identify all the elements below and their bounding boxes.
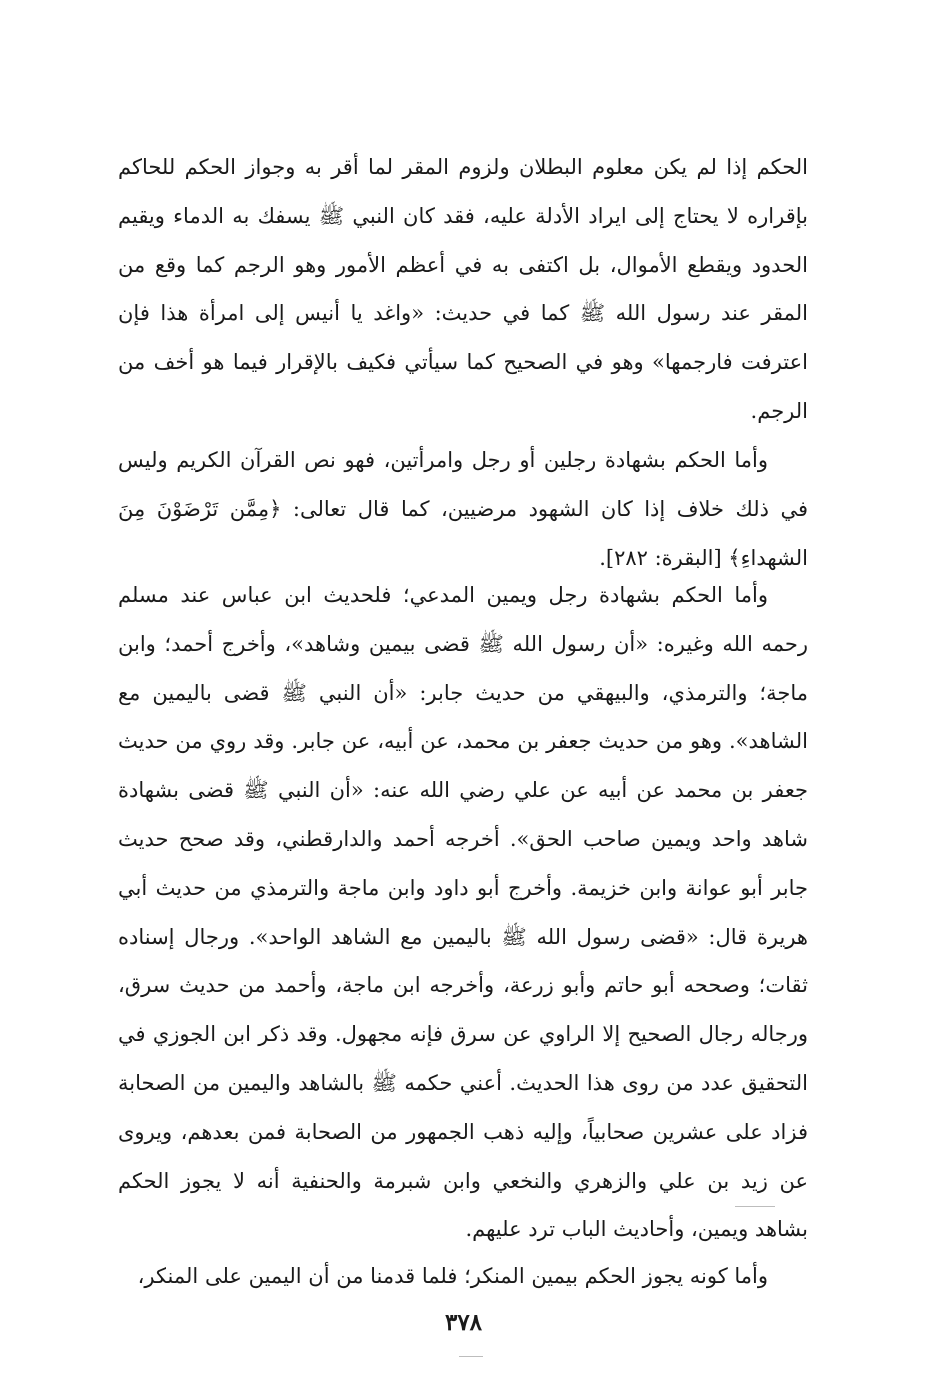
paragraph-witness-and-oath: وأما الحكم بشهادة رجل ويمين المدعي؛ فلحديث ابن عباس عند مسلم رحمه الله وغيره: «أن رسول الله ﷺ قضى بيمين وشاهد»، وأخرج أحمد؛ وابن ماجة؛ والترمذي، والبيهقي من حديث جابر: «أن النبي ﷺ قضى باليمين مع الشاهد». وهو من حديث جعفر بن محمد، عن أبيه، عن جابر. وقد روي من حديث جعفر بن محمد عن أبيه عن علي رضي الله عنه: «أن النبي ﷺ قضى بشهادة شاهد واحد ويمين صاحب الحق». أخرجه أحمد والدارقطني، وقد صحح حديث جابر أبو عوانة وابن خزيمة. وأخرج أبو داود وابن ماجة والترمذي من حديث أبي هريرة قال: «قضى رسول الله ﷺ باليمين مع الشاهد الواحد». ورجال إسناده ثقات؛ وصححه أبو حاتم وأبو زرعة، وأخرجه ابن ماجة، وأحمد من حديث سرق، ورجاله رجال الصحيح إلا الراوي عن سرق فإنه مجهول. وقد ذكر ابن الجوزي في التحقيق عدد من روى هذا الحديث. أعني حكمه ﷺ بالشاهد واليمين من الصحابة فزاد على عشرين صحابياً، وإليه ذهب الجمهور من الصحابة فمن بعدهم، ويروى عن زيد بن علي والزهري والنخعي وابن شبرمة والحنفية أنه لا يجوز الحكم بشاهد ويمين، وأحاديث الباب ترد عليهم. [118,583,809,1242]
scan-smudge [459,1356,483,1357]
page-number: ٣٧٨ [444,1309,483,1336]
paragraph-two-witnesses: وأما الحكم بشهادة رجلين أو رجل وامرأتين، فهو نص القرآن الكريم وليس في ذلك خلاف إذا كان الشهود مرضيين، كما قال تعالى: ﴿مِمَّن تَرْضَوْنَ مِنَ الشهداءِ﴾ [البقرة: ٢٨٢]. [118,448,808,570]
paragraph-confession: الحكم إذا لم يكن معلوم البطلان ولزوم المقر لما أقر به وجواز الحكم للحاكم بإقراره لا يحتاج إلى ايراد الأدلة عليه، فقد كان النبي ﷺ يسفك به الدماء ويقيم الحدود ويقطع الأموال، بل اكتفى به في أعظم الأمور وهو الرجم كما وقع من المقر عند رسول الله ﷺ كما في حديث: «واغد يا أنيس إلى امرأة هذا فإن اعترفت فارجمها» وهو في الصحيح كما سيأتي فكيف بالإقرار فيما هو أخف من الرجم. [118,155,808,423]
paragraph-denier-oath: وأما كونه يجوز الحكم بيمين المنكر؛ فلما قدمنا من أن اليمين على المنكر، [137,1264,768,1288]
scan-smudge [735,1206,775,1207]
